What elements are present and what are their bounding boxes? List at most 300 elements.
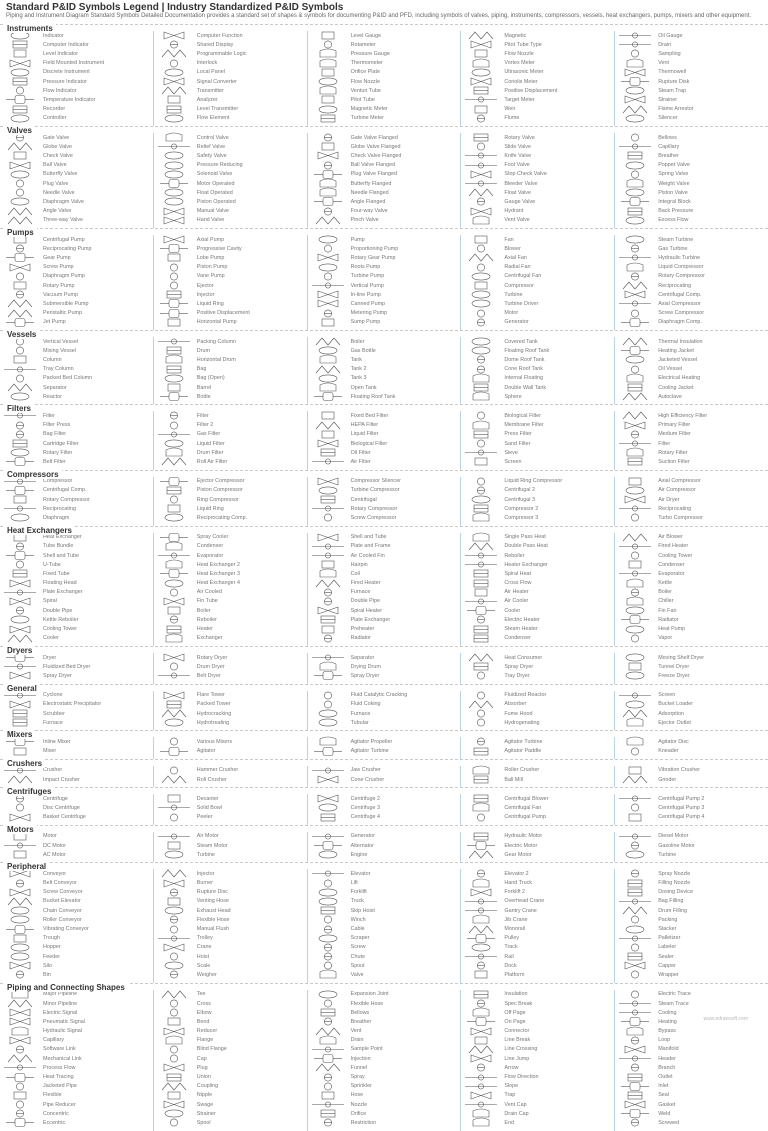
symbol-label: Double Pass Heat xyxy=(504,543,548,550)
symbol-glyph-icon xyxy=(308,392,348,401)
symbol-entry xyxy=(461,943,614,952)
symbol-glyph-icon xyxy=(308,1118,348,1127)
symbol-entry xyxy=(615,569,768,578)
symbol-label: Ball Valve Flanged xyxy=(350,162,396,169)
symbol-label: AC Motor xyxy=(43,851,66,858)
symbol-glyph-icon xyxy=(308,766,348,775)
symbol-glyph-icon xyxy=(154,244,194,253)
symbol-entry xyxy=(308,915,461,924)
symbol-glyph-icon xyxy=(154,934,194,943)
symbol-entry xyxy=(0,197,153,206)
symbol-entry xyxy=(615,718,768,727)
symbol-label: Target Meter xyxy=(504,96,535,103)
symbol-entry xyxy=(308,775,461,784)
symbol-entry xyxy=(308,457,461,466)
symbol-entry xyxy=(154,448,307,457)
symbol-label: Rotary Valve xyxy=(504,134,535,141)
symbol-entry xyxy=(461,421,614,430)
symbol-entry xyxy=(154,1054,307,1063)
symbol-glyph-icon xyxy=(0,1063,40,1072)
symbol-entry xyxy=(461,439,614,448)
symbol-label: Check Valve xyxy=(43,152,73,159)
symbol-glyph-icon xyxy=(308,86,348,95)
symbol-label: Float Operated xyxy=(196,189,233,196)
symbol-entry xyxy=(461,597,614,606)
symbol-entry xyxy=(308,934,461,943)
section-columns xyxy=(0,235,768,330)
symbol-glyph-icon xyxy=(308,606,348,615)
symbol-label: Lobe Pump xyxy=(196,254,225,261)
symbol-entry xyxy=(0,439,153,448)
symbol-label: Flow Direction xyxy=(504,1074,539,1080)
symbol-label: Sand Filter xyxy=(504,440,531,447)
symbol-entry xyxy=(308,766,461,775)
symbol-entry xyxy=(154,290,307,299)
symbol-glyph-icon xyxy=(154,439,194,448)
symbol-glyph-icon xyxy=(615,374,655,383)
symbol-entry xyxy=(615,95,768,104)
symbol-label: Vertical Vessel xyxy=(43,338,79,345)
symbol-entry xyxy=(308,448,461,457)
symbol-glyph-icon xyxy=(615,216,655,225)
section-columns xyxy=(0,794,768,825)
symbol-glyph-icon xyxy=(615,263,655,272)
symbol-entry xyxy=(615,934,768,943)
symbol-label: Track xyxy=(504,944,518,951)
symbol-label: Tube Bundle xyxy=(43,543,74,550)
symbol-label: Plug Valve Flanged xyxy=(350,171,397,178)
symbol-label: Rupture Disk xyxy=(658,78,690,85)
section-title: Crushers xyxy=(4,759,45,768)
symbol-entry xyxy=(615,813,768,822)
symbol-label: Shared Display xyxy=(196,41,234,48)
symbol-glyph-icon xyxy=(154,346,194,355)
symbol-label: U-Tube xyxy=(43,561,61,568)
symbol-column xyxy=(461,477,615,526)
symbol-label: Turbine xyxy=(504,291,523,298)
symbol-entry xyxy=(615,1054,768,1063)
section-title: General xyxy=(4,684,40,693)
symbol-glyph-icon xyxy=(308,170,348,179)
symbol-label: Exhaust Head xyxy=(196,907,231,914)
symbol-entry xyxy=(461,813,614,822)
symbol-label: Agitator xyxy=(196,748,216,755)
symbol-label: Strainer xyxy=(196,1110,216,1117)
symbol-label: Coil xyxy=(350,570,360,577)
symbol-label: Vent xyxy=(658,60,669,67)
symbol-label: Hydraulic Signal xyxy=(43,1028,82,1035)
symbol-glyph-icon xyxy=(0,551,40,560)
symbol-glyph-icon xyxy=(461,1091,501,1100)
symbol-entry xyxy=(154,31,307,40)
symbol-entry xyxy=(615,671,768,680)
symbol-label: Drum Filling xyxy=(658,907,687,914)
symbol-entry xyxy=(461,924,614,933)
symbol-label: Decanter xyxy=(196,795,219,802)
symbol-entry xyxy=(308,374,461,383)
symbol-label: Hydrogenating xyxy=(504,719,540,726)
symbol-glyph-icon xyxy=(154,457,194,466)
symbol-glyph-icon xyxy=(615,533,655,542)
symbol-label: Air Compressor xyxy=(658,487,696,494)
symbol-entry xyxy=(154,477,307,486)
symbol-label: Rotary Dryer xyxy=(196,654,228,661)
symbol-entry xyxy=(154,77,307,86)
symbol-label: Reboiler xyxy=(504,552,525,559)
symbol-glyph-icon xyxy=(461,934,501,943)
symbol-glyph-icon xyxy=(154,952,194,961)
symbol-glyph-icon xyxy=(615,365,655,374)
symbol-label: Piston Pump xyxy=(196,264,228,271)
symbol-label: Packed Tower xyxy=(196,701,231,708)
symbol-entry xyxy=(461,374,614,383)
symbol-entry xyxy=(154,263,307,272)
symbol-glyph-icon xyxy=(615,943,655,952)
symbol-glyph-icon xyxy=(461,281,501,290)
symbol-entry xyxy=(308,832,461,841)
symbol-label: Compressor 2 xyxy=(504,505,539,512)
symbol-entry xyxy=(308,653,461,662)
symbol-entry xyxy=(615,263,768,272)
symbol-glyph-icon xyxy=(154,588,194,597)
symbol-glyph-icon xyxy=(615,990,655,999)
symbol-entry xyxy=(615,31,768,40)
symbol-entry xyxy=(461,68,614,77)
symbol-label: Turbine Compressor xyxy=(350,487,400,494)
symbol-entry xyxy=(308,133,461,142)
symbol-entry xyxy=(615,1026,768,1035)
symbol-label: Elevator 2 xyxy=(504,870,529,877)
section-columns xyxy=(0,766,768,787)
symbol-entry xyxy=(308,59,461,68)
symbol-column xyxy=(0,31,154,126)
symbol-label: Capillary xyxy=(658,143,680,150)
symbol-label: Turbine xyxy=(196,851,215,858)
symbol-glyph-icon xyxy=(615,615,655,624)
symbol-glyph-icon xyxy=(0,1082,40,1091)
symbol-entry xyxy=(461,95,614,104)
symbol-entry xyxy=(461,718,614,727)
symbol-glyph-icon xyxy=(461,365,501,374)
symbol-label: Strainer xyxy=(658,96,678,103)
symbol-label: Line Break xyxy=(504,1037,531,1044)
symbol-label: Union xyxy=(196,1074,211,1080)
symbol-entry xyxy=(615,216,768,225)
section-columns xyxy=(0,31,768,126)
symbol-label: Centrifugal Pump 2 xyxy=(658,795,705,802)
symbol-label: Flow Nozzle xyxy=(350,78,380,85)
symbol-entry xyxy=(308,1118,461,1127)
symbol-entry xyxy=(0,68,153,77)
symbol-label: Blind Flange xyxy=(196,1046,227,1053)
symbol-label: Evaporator xyxy=(196,552,224,559)
symbol-entry xyxy=(615,560,768,569)
symbol-glyph-icon xyxy=(308,244,348,253)
symbol-entry xyxy=(154,560,307,569)
symbol-label: Tray Column xyxy=(43,366,74,373)
symbol-label: Rotary Filter xyxy=(43,449,73,456)
symbol-glyph-icon xyxy=(154,1073,194,1082)
section-dryers xyxy=(0,646,768,684)
symbol-label: Exchanger xyxy=(196,635,223,642)
symbol-label: Ball Valve xyxy=(43,162,67,169)
symbol-label: Flume xyxy=(504,115,520,122)
symbol-entry xyxy=(154,943,307,952)
symbol-entry xyxy=(615,448,768,457)
symbol-glyph-icon xyxy=(615,634,655,643)
section-motors xyxy=(0,825,768,863)
symbol-entry xyxy=(461,542,614,551)
symbol-label: Kettle xyxy=(658,580,672,587)
symbol-glyph-icon xyxy=(615,346,655,355)
symbol-glyph-icon xyxy=(461,634,501,643)
section-columns xyxy=(0,869,768,982)
symbol-label: Interlock xyxy=(196,60,218,67)
symbol-column xyxy=(154,31,308,126)
symbol-glyph-icon xyxy=(154,766,194,775)
symbol-label: Bleeder Valve xyxy=(504,180,538,187)
symbol-entry xyxy=(615,653,768,662)
symbol-glyph-icon xyxy=(615,569,655,578)
symbol-label: Boiler xyxy=(350,338,365,345)
symbol-glyph-icon xyxy=(154,803,194,812)
symbol-entry xyxy=(308,151,461,160)
symbol-entry xyxy=(0,952,153,961)
symbol-entry xyxy=(154,970,307,979)
symbol-glyph-icon xyxy=(615,197,655,206)
symbol-glyph-icon xyxy=(308,318,348,327)
symbol-label: Axial Fan xyxy=(504,254,527,261)
symbol-glyph-icon xyxy=(0,597,40,606)
symbol-entry xyxy=(0,346,153,355)
symbol-entry xyxy=(615,897,768,906)
symbol-label: Pinch Valve xyxy=(350,217,379,224)
symbol-label: Fluidized Bed Dryer xyxy=(43,663,91,670)
symbol-glyph-icon xyxy=(461,142,501,151)
symbol-entry xyxy=(308,179,461,188)
symbol-glyph-icon xyxy=(154,671,194,680)
symbol-label: Diesel Motor xyxy=(658,833,689,840)
symbol-entry xyxy=(461,281,614,290)
symbol-entry xyxy=(154,337,307,346)
symbol-entry xyxy=(308,906,461,915)
symbol-entry xyxy=(615,504,768,513)
symbol-glyph-icon xyxy=(461,1082,501,1091)
symbol-entry xyxy=(461,1045,614,1054)
symbol-glyph-icon xyxy=(154,1109,194,1118)
symbol-column xyxy=(461,411,615,469)
symbol-entry xyxy=(154,841,307,850)
symbol-label: Liquid Ring Compressor xyxy=(504,478,563,485)
symbol-column xyxy=(154,766,308,787)
symbol-label: Forklift 2 xyxy=(504,889,526,896)
symbol-glyph-icon xyxy=(615,925,655,934)
symbol-entry xyxy=(0,588,153,597)
symbol-glyph-icon xyxy=(308,915,348,924)
symbol-glyph-icon xyxy=(615,766,655,775)
symbol-label: Packed Bed Column xyxy=(43,375,93,382)
symbol-label: Horizontal Drum xyxy=(196,356,236,363)
symbol-entry xyxy=(461,49,614,58)
symbol-label: Centrifugal 3 xyxy=(504,496,535,503)
symbol-glyph-icon xyxy=(154,1054,194,1063)
symbol-label: Injector xyxy=(196,291,215,298)
symbol-label: Fired Heater xyxy=(350,580,381,587)
symbol-glyph-icon xyxy=(308,879,348,888)
symbol-entry xyxy=(0,142,153,151)
symbol-label: Line Crossing xyxy=(504,1046,538,1053)
symbol-glyph-icon xyxy=(461,151,501,160)
symbol-glyph-icon xyxy=(0,879,40,888)
symbol-entry xyxy=(615,1100,768,1109)
symbol-glyph-icon xyxy=(154,355,194,364)
symbol-glyph-icon xyxy=(0,934,40,943)
symbol-entry xyxy=(461,31,614,40)
symbol-label: Condenser xyxy=(504,635,531,642)
symbol-label: Poppet Valve xyxy=(658,162,690,169)
symbol-entry xyxy=(0,775,153,784)
symbol-label: Oil Vessel xyxy=(658,366,683,373)
symbol-glyph-icon xyxy=(0,346,40,355)
symbol-column xyxy=(154,235,308,330)
symbol-label: High Efficiency Filter xyxy=(658,412,708,419)
symbol-glyph-icon xyxy=(615,151,655,160)
symbol-label: Jaw Crusher xyxy=(350,767,381,774)
symbol-label: Bin xyxy=(43,971,51,978)
symbol-label: Centrifugal 2 xyxy=(504,487,535,494)
symbol-label: Computer Indicator xyxy=(43,41,89,48)
symbol-label: Fixed Bed Filter xyxy=(350,412,389,419)
symbol-glyph-icon xyxy=(308,309,348,318)
symbol-glyph-icon xyxy=(308,934,348,943)
symbol-glyph-icon xyxy=(154,1008,194,1017)
symbol-glyph-icon xyxy=(308,495,348,504)
symbol-glyph-icon xyxy=(615,421,655,430)
symbol-glyph-icon xyxy=(308,615,348,624)
symbol-glyph-icon xyxy=(461,1017,501,1026)
symbol-label: Injection xyxy=(350,1055,371,1062)
symbol-glyph-icon xyxy=(615,709,655,718)
symbol-glyph-icon xyxy=(0,542,40,551)
symbol-entry xyxy=(154,737,307,746)
symbol-label: Venting Hose xyxy=(196,898,229,905)
symbol-glyph-icon xyxy=(0,841,40,850)
symbol-glyph-icon xyxy=(154,374,194,383)
symbol-label: Heating Jacket xyxy=(658,347,694,354)
symbol-entry xyxy=(615,457,768,466)
symbol-glyph-icon xyxy=(461,999,501,1008)
symbol-glyph-icon xyxy=(615,906,655,915)
symbol-entry xyxy=(615,151,768,160)
symbol-label: Sieve xyxy=(504,449,518,456)
symbol-entry xyxy=(154,766,307,775)
symbol-glyph-icon xyxy=(308,1073,348,1082)
symbol-entry xyxy=(154,170,307,179)
symbol-label: Vortex Meter xyxy=(504,60,535,67)
symbol-entry xyxy=(154,151,307,160)
symbol-entry xyxy=(615,533,768,542)
symbol-entry xyxy=(615,1082,768,1091)
symbol-entry xyxy=(461,579,614,588)
symbol-label: Air Motor xyxy=(196,833,219,840)
symbol-glyph-icon xyxy=(0,95,40,104)
symbol-entry xyxy=(461,309,614,318)
symbol-glyph-icon xyxy=(0,1091,40,1100)
symbol-entry xyxy=(461,179,614,188)
symbol-entry xyxy=(0,309,153,318)
symbol-label: Off Page xyxy=(504,1009,526,1016)
symbol-entry xyxy=(308,337,461,346)
symbol-entry xyxy=(154,775,307,784)
symbol-label: Rotary Pump xyxy=(43,282,75,289)
symbol-entry xyxy=(154,924,307,933)
symbol-glyph-icon xyxy=(461,133,501,142)
symbol-glyph-icon xyxy=(0,961,40,970)
symbol-glyph-icon xyxy=(0,915,40,924)
symbol-entry xyxy=(0,897,153,906)
symbol-glyph-icon xyxy=(0,77,40,86)
symbol-entry xyxy=(461,272,614,281)
symbol-glyph-icon xyxy=(461,31,501,40)
symbol-entry xyxy=(615,68,768,77)
section-heat-exchangers xyxy=(0,526,768,646)
symbol-label: Feeder xyxy=(43,953,61,960)
symbol-glyph-icon xyxy=(461,1008,501,1017)
symbol-label: Biological Filter xyxy=(504,412,541,419)
symbol-glyph-icon xyxy=(154,448,194,457)
symbol-label: Separator xyxy=(350,654,375,661)
symbol-entry xyxy=(615,915,768,924)
symbol-glyph-icon xyxy=(154,105,194,114)
symbol-label: Analyzer xyxy=(196,96,218,103)
symbol-glyph-icon xyxy=(0,105,40,114)
symbol-entry xyxy=(308,747,461,756)
symbol-entry xyxy=(0,747,153,756)
symbol-column xyxy=(615,737,768,758)
symbol-label: Rotary Compressor xyxy=(350,505,398,512)
symbol-label: Monorail xyxy=(504,926,526,933)
symbol-label: Biological Filter xyxy=(350,440,388,447)
symbol-label: Electric Motor xyxy=(504,842,538,849)
symbol-label: Reboiler xyxy=(196,616,217,623)
symbol-label: Vapor xyxy=(658,635,673,642)
symbol-glyph-icon xyxy=(308,691,348,700)
symbol-label: Compressor Silencer xyxy=(350,478,401,485)
symbol-glyph-icon xyxy=(308,504,348,513)
symbol-entry xyxy=(0,114,153,123)
symbol-label: Electric Heater xyxy=(504,616,540,623)
symbol-entry xyxy=(615,161,768,170)
symbol-label: Back Pressure xyxy=(658,208,694,215)
symbol-entry xyxy=(0,709,153,718)
symbol-glyph-icon xyxy=(461,606,501,615)
symbol-label: Scale xyxy=(196,962,211,969)
symbol-glyph-icon xyxy=(154,747,194,756)
symbol-glyph-icon xyxy=(0,888,40,897)
symbol-label: Solenoid Valve xyxy=(196,171,233,178)
symbol-entry xyxy=(615,281,768,290)
symbol-entry xyxy=(461,40,614,49)
symbol-label: Bag xyxy=(196,366,207,373)
symbol-label: Thermometer xyxy=(350,60,383,67)
symbol-label: Inline Mixer xyxy=(43,738,71,745)
symbol-glyph-icon xyxy=(615,934,655,943)
symbol-glyph-icon xyxy=(615,430,655,439)
symbol-column xyxy=(154,691,308,731)
symbol-entry xyxy=(308,142,461,151)
footer-link[interactable]: www.edrawsoft.com xyxy=(703,1016,748,1022)
symbol-entry xyxy=(461,915,614,924)
